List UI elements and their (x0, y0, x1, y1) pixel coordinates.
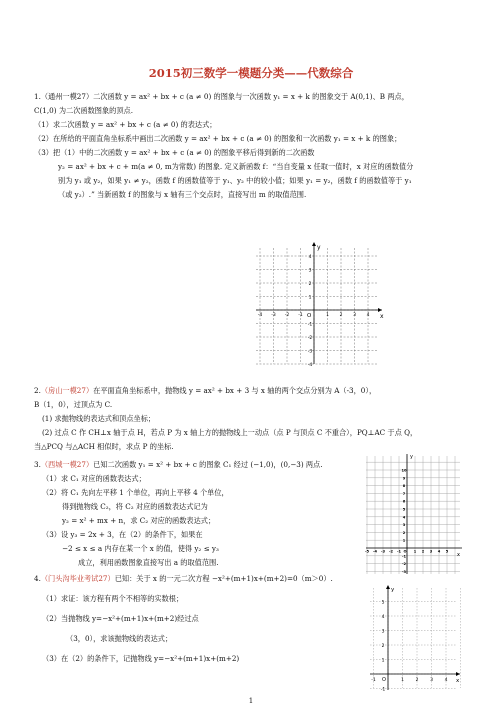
page-number: 1 (248, 697, 254, 705)
y-tick-label: 3 (308, 268, 312, 274)
x-tick-label: -4 (373, 549, 377, 554)
x-tick-label: -4 (257, 313, 263, 318)
y-tick-label: 5 (381, 600, 385, 606)
q4-source: （门头沟毕业考试27） (40, 574, 115, 583)
q3-line-7: −2 ≤ x ≤ a 内存在某一个 x 的值，使得 y₂ ≤ y₃ (62, 544, 219, 553)
q2-line-3: (1) 求抛物线的表达式和顶点坐标； (42, 414, 156, 423)
q2-text: 在平面直角坐标系中，抛物线 y = ax² + bx + 3 与 x 轴的两个交点分别为 A（-3，0）， (93, 386, 377, 395)
y-tick-label: 1 (402, 538, 406, 543)
q3-line-5: y₂ = x² + mx + n，求 C₂ 对应的函数表达式； (62, 516, 216, 525)
y-tick-label: 2 (381, 644, 385, 649)
y-tick-label: 1 (381, 658, 385, 664)
q3-line-3: （2）将 C₁ 先向左平移 1 个单位，再向上平移 4 个单位， (42, 488, 229, 497)
q1-line-2: C(1,0) 为二次函数图象的顶点. (34, 106, 133, 115)
q4-line-4: （3，0），求该抛物线的表达式； (66, 634, 173, 643)
y-tick-label: 1 (308, 295, 312, 301)
coordinate-grid-4 (366, 584, 462, 694)
x-tick-label: -1 (371, 678, 376, 683)
y-tick-label: -2 (307, 336, 313, 341)
x-tick-label: -1 (397, 549, 401, 554)
q4-number: 4. (34, 574, 41, 583)
q3-source: （西城一模27） (40, 460, 94, 469)
q2-number: 2. (34, 386, 41, 395)
y-axis-label: y (317, 244, 321, 251)
q3-line-4: 得到抛物线 C₂，将 C₂ 对应的函数表达式记为 (62, 502, 208, 511)
origin-label: O (307, 313, 312, 319)
q2-line-2: B（1，0），过顶点为 C. (34, 400, 113, 409)
coordinate-grid-1 (252, 240, 388, 366)
page-title: 2015初三数学一模题分类——代数综合 (148, 66, 354, 80)
y-tick-label: -2 (402, 562, 406, 567)
x-axis-label: x (456, 678, 460, 684)
q1-line-6: y₂ = ax² + bx + c + m(a ≠ 0, m为常数) 的图象. 定义新函数 f：“当自变量 x 任取一值时，x 对应的函数值分 (58, 162, 414, 171)
q4-line-3: （2）当抛物线 y=−x²+(m+1)x+(m+2)经过点 (42, 614, 199, 623)
q3-line-1 (34, 460, 323, 470)
x-tick-label: 3 (353, 313, 356, 318)
y-tick-label: -3 (307, 349, 313, 355)
x-tick-label: 2 (421, 549, 425, 554)
q3-text: 已知二次函数 y₁ = x² + bx + c 的图象 C₁ 经过 (−1,0)，(0,−3) 两点. (93, 460, 323, 469)
x-tick-label: -2 (284, 313, 290, 318)
y-tick-label: -1 (380, 687, 386, 693)
x-tick-label: 4 (444, 678, 448, 683)
x-axis-label: x (457, 552, 460, 558)
x-tick-label: 5 (445, 549, 449, 554)
q4-line-2: （1）求证：该方程有两个不相等的实数根； (42, 594, 184, 603)
x-tick-label: 1 (413, 549, 417, 554)
y-tick-label: 4 (381, 615, 385, 620)
q3-line-8: 成立，利用函数图象直接写出 a 的取值范围. (78, 558, 219, 567)
y-tick-label: 2 (402, 530, 406, 535)
q4-line-5: （3）在（2）的条件下，记抛物线 y=−x²+(m+1)x+(m+2) (42, 654, 240, 663)
y-axis-label: y (410, 454, 413, 460)
y-tick-label: 4 (308, 255, 312, 260)
q1-line-4: （2）在所给的平面直角坐标系中画出二次函数 y = ax² + bx + c (a ≠ 0) 的图象和一次函数 y₁ = x + k 的图象； (34, 134, 402, 143)
y-tick-label: -1 (402, 554, 406, 559)
x-tick-label: O (403, 549, 407, 554)
x-tick-label: -1 (298, 313, 303, 318)
q2-line-1 (34, 386, 376, 396)
y-tick-label: -3 (402, 569, 406, 574)
q3-number: 3. (34, 460, 41, 469)
y-tick-label: 8 (402, 484, 406, 489)
x-axis-label: x (380, 313, 384, 320)
q4-text: 已知：关于 x 的一元二次方程 −x²+(m+1)x+(m+2)=0（m＞0）. (114, 574, 333, 583)
q2-line-4: (2) 过点 C 作 CH⊥x 轴于点 H，若点 P 为 x 轴上方的抛物线上一动点（点 P 与顶点 C 不重合），PQ⊥AC 于点 Q， (42, 428, 418, 437)
x-tick-label: 3 (429, 549, 433, 554)
x-tick-label: 1 (401, 678, 404, 683)
x-tick-label: 4 (366, 313, 370, 318)
y-tick-label: 6 (402, 499, 406, 504)
x-tick-label: -5 (365, 549, 369, 554)
q1-line-7: 别为 y₁ 或 y₂，如果 y₁ ≠ y₂，函数 f 的函数值等于 y₁、y₂ 中的较小值；如果 y₁ = y₂，函数 f 的函数值等于 y₁ (58, 176, 412, 185)
q2-line-5: 当△PCQ 与△ACH 相似时，求点 P 的坐标. (34, 442, 174, 451)
y-tick-label: 2 (308, 282, 312, 287)
q1-line-1: 1.（通州一模27）二次函数 y = ax² + bx + c (a ≠ 0) 的图象与一次函数 y₁ = x + k 的图象交于 A(0,1)、B 两点， (34, 92, 409, 101)
origin-label: O (382, 677, 386, 683)
x-tick-label: -2 (389, 549, 393, 554)
x-tick-label: 4 (437, 549, 441, 554)
y-tick-label: 3 (402, 523, 406, 528)
y-tick-label: 5 (402, 507, 406, 512)
x-tick-label: 1 (326, 313, 329, 318)
y-tick-label: 10 (401, 468, 407, 473)
x-tick-label: 3 (430, 678, 433, 683)
x-tick-label: 2 (415, 678, 419, 683)
y-tick-label: -1 (307, 322, 313, 328)
q3-line-6: （3）设 y₃ = 2x + 3，在（2）的条件下，如果在 (42, 530, 203, 539)
y-tick-label: 4 (402, 515, 406, 520)
q1-line-3: （1）求二次函数 y = ax² + bx + c (a ≠ 0) 的表达式； (34, 120, 217, 129)
coordinate-grid-3 (364, 452, 464, 576)
x-tick-label: 2 (339, 313, 343, 318)
q4-line-1 (34, 574, 333, 584)
q1-line-5: （3）把（1）中的二次函数 y = ax² + bx + c (a ≠ 0) 的图象平移后得到新的二次函数 (34, 148, 315, 157)
y-tick-label: 9 (402, 476, 406, 481)
y-axis-label: y (391, 587, 395, 593)
x-tick-label: -3 (381, 549, 385, 554)
x-tick-label: -3 (271, 313, 276, 318)
q3-line-2: （1）求 C₁ 对应的函数表达式； (42, 474, 146, 483)
y-tick-label: -4 (307, 363, 313, 366)
q2-source: （房山一模27） (40, 386, 94, 395)
y-tick-label: 7 (402, 491, 406, 496)
q1-line-8: （或 y₂）.” 当新函数 f 的图象与 x 轴有三个交点时，直接写出 m 的取值范围. (58, 190, 307, 199)
y-tick-label: 3 (381, 629, 385, 635)
